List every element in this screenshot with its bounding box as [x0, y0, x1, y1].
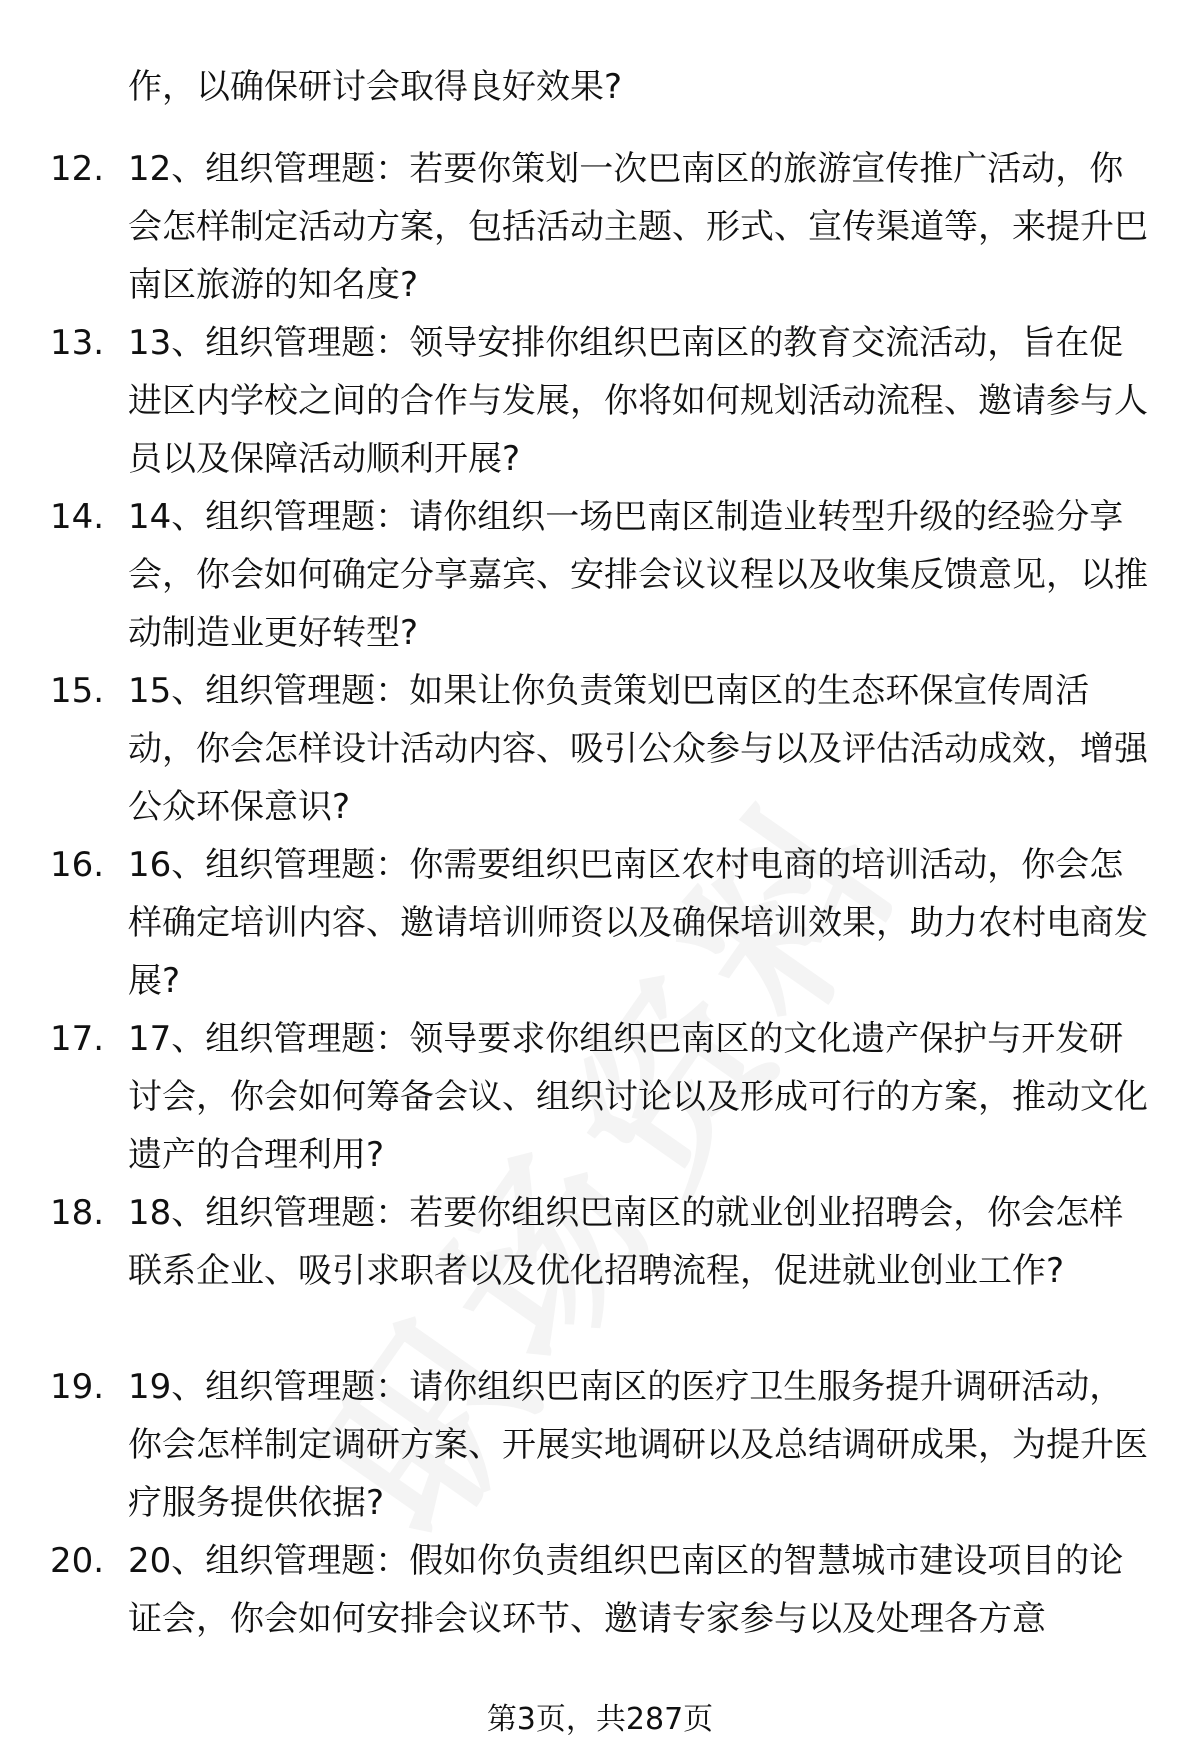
question-number: 18. — [50, 1193, 105, 1233]
question-number: 20. — [50, 1541, 105, 1581]
question-item-18 — [0, 1184, 1200, 1358]
question-text: 19、组织管理题：请你组织巴南区的医疗卫生服务提升调研活动，你会怎样制定调研方案、开展实地调研以及总结调研成果，为提升医疗服务提供依据? — [128, 1367, 1148, 1523]
question-number: 15. — [50, 671, 105, 711]
question-number: 17. — [50, 1019, 105, 1059]
page-footer: 第3页，共287页 — [486, 1702, 714, 1737]
question-item-12 — [0, 140, 1200, 314]
question-item-13 — [0, 314, 1200, 488]
question-item-15 — [0, 662, 1200, 836]
question-text: 16、组织管理题：你需要组织巴南区农村电商的培训活动，你会怎样确定培训内容、邀请培训师资以及确保培训效果，助力农村电商发展? — [128, 845, 1148, 1001]
question-number: 13. — [50, 323, 105, 363]
question-text: 13、组织管理题：领导安排你组织巴南区的教育交流活动，旨在促进区内学校之间的合作与发展，你将如何规划活动流程、邀请参与人员以及保障活动顺利开展? — [128, 323, 1148, 479]
question-text: 20、组织管理题：假如你负责组织巴南区的智慧城市建设项目的论证会，你会如何安排会议环节、邀请专家参与以及处理各方意 — [128, 1541, 1124, 1639]
question-number: 19. — [50, 1367, 105, 1407]
question-item-17 — [0, 1010, 1200, 1184]
question-text: 18、组织管理题：若要你组织巴南区的就业创业招聘会，你会怎样联系企业、吸引求职者以及优化招聘流程，促进就业创业工作? — [128, 1193, 1124, 1291]
question-text: 17、组织管理题：领导要求你组织巴南区的文化遗产保护与开发研讨会，你会如何筹备会议、组织讨论以及形成可行的方案，推动文化遗产的合理利用? — [128, 1019, 1148, 1175]
continuation-text: 作，以确保研讨会取得良好效果? — [128, 67, 623, 107]
question-item-20 — [0, 1532, 1200, 1706]
question-item-14 — [0, 488, 1200, 662]
question-number: 12. — [50, 149, 105, 189]
question-text: 15、组织管理题：如果让你负责策划巴南区的生态环保宣传周活动，你会怎样设计活动内容、吸引公众参与以及评估活动成效，增强公众环保意识? — [128, 671, 1148, 827]
question-item-19 — [0, 1358, 1200, 1532]
question-number: 14. — [50, 497, 105, 537]
question-list — [0, 140, 1200, 1706]
question-number: 16. — [50, 845, 105, 885]
question-item-16 — [0, 836, 1200, 1010]
question-text: 14、组织管理题：请你组织一场巴南区制造业转型升级的经验分享会，你会如何确定分享嘉宾、安排会议议程以及收集反馈意见，以推动制造业更好转型? — [128, 497, 1148, 653]
question-text: 12、组织管理题：若要你策划一次巴南区的旅游宣传推广活动，你会怎样制定活动方案，包括活动主题、形式、宣传渠道等，来提升巴南区旅游的知名度? — [128, 149, 1148, 305]
